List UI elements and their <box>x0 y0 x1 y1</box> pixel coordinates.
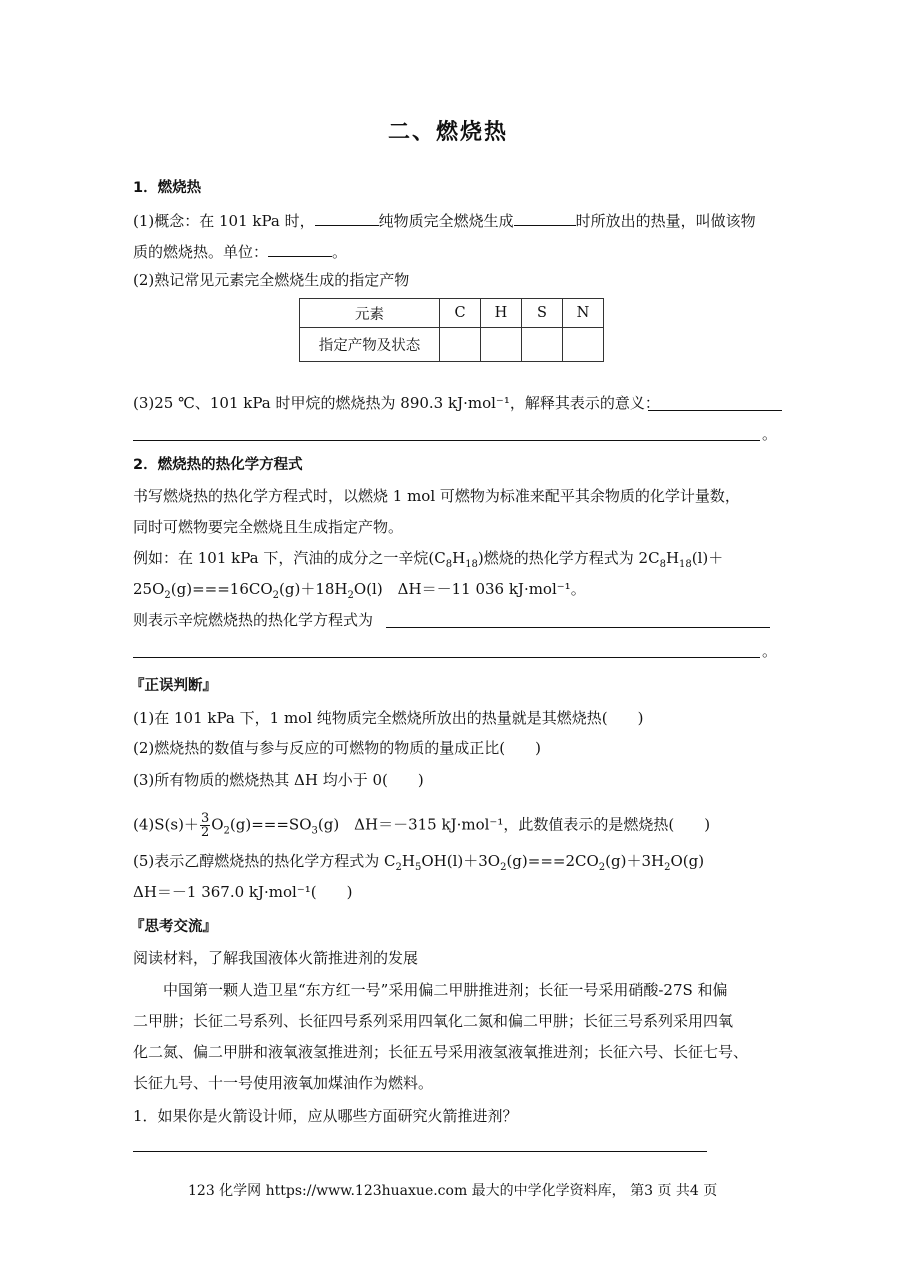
answer-line-3[interactable] <box>386 627 770 628</box>
q5-text-i: (g)＋3H <box>605 852 665 870</box>
judge-q5-enthalpy: ΔH＝－1 367.0 kJ·mol⁻¹( ) <box>133 883 353 901</box>
q5-text-g: (g)===2CO <box>506 852 599 870</box>
table-row2-header: 指定产物及状态 <box>300 328 440 362</box>
judge-q5 <box>133 851 704 871</box>
q4-text-b: O <box>211 815 224 834</box>
q4-sub-2: 3 <box>311 825 318 837</box>
eq-sub-3: 2 <box>347 590 354 601</box>
fraction-denominator: 2 <box>200 825 210 840</box>
concept-text-e: 。 <box>332 243 348 261</box>
table-col-h: H <box>481 299 522 328</box>
page-title: 二、燃烧热 <box>388 120 509 145</box>
example-text-c: H <box>452 549 466 567</box>
example-line <box>133 548 723 568</box>
think-para-line-1: 中国第一颗人造卫星“东方红一号”采用偏二甲肼推进剂；长征一号采用硝酸-27S 和偏 <box>163 981 728 999</box>
section-1-heading: 1．燃烧热 <box>133 180 202 196</box>
example-text-g: H <box>665 549 680 567</box>
products-intro: (2)熟记常见元素完全燃烧生成的指定产物 <box>133 271 410 289</box>
q4-sub-1: 2 <box>223 825 230 837</box>
think-para-line-4: 长征九号、十一号使用液氧加煤油作为燃料。 <box>133 1074 434 1092</box>
concept-text-b: 纯物质完全燃烧生成 <box>378 212 514 230</box>
answer-line-5[interactable] <box>133 1151 707 1152</box>
rule-line-2: 同时可燃物要完全燃烧且生成指定产物。 <box>133 518 404 536</box>
q5-sub-5: 2 <box>664 862 671 873</box>
concept-line-1 <box>133 209 756 231</box>
eq-text-g: O(l) ΔH＝－11 036 kJ·mol⁻¹。 <box>353 580 586 598</box>
think-heading: 『思考交流』 <box>130 919 217 935</box>
q5-text-k: O(g) <box>670 852 705 870</box>
concept-line-2 <box>133 240 347 262</box>
eq-text-e: (g)＋18H <box>279 580 348 598</box>
q4-text-d: (g)===SO <box>229 815 312 834</box>
page-footer: 123 化学网 https://www.123huaxue.com 最大的中学化学资料库， 第3 页 共4 页 <box>188 1183 718 1199</box>
example-sub-1: 8 <box>445 559 453 570</box>
q4-text-a: (4)S(s)＋ <box>133 815 199 834</box>
example-sub-2: 18 <box>465 559 478 570</box>
q5-sub-3: 2 <box>500 862 507 873</box>
eq-text-c: (g)===16CO <box>170 580 273 598</box>
answer-line-2-end: 。 <box>762 425 778 443</box>
example-text-e: )燃烧的热化学方程式为 2C <box>477 549 660 567</box>
q5-sub-2: 5 <box>414 862 422 873</box>
think-para-line-2: 二甲肼；长征二号系列、长征四号系列采用四氧化二氮和偏二甲肼；长征三号系列采用四氧 <box>133 1012 734 1030</box>
q5-sub-1: 2 <box>395 862 402 873</box>
concept-text-c: 时所放出的热量，叫做该物 <box>575 212 756 230</box>
answer-line-4-end: 。 <box>762 642 778 660</box>
eq-sub-2: 2 <box>272 590 280 601</box>
judge-q4 <box>133 812 710 839</box>
fill-blank-2[interactable] <box>514 209 576 226</box>
example-equation <box>133 579 586 599</box>
think-para-line-3: 化二氮、偏二甲肼和液氧液氢推进剂；长征五号采用液氢液氧推进剂；长征六号、长征七号、 <box>133 1043 749 1061</box>
concept-text-a: (1)概念：在 101 kPa 时， <box>133 212 315 230</box>
section-2-heading: 2．燃烧热的热化学方程式 <box>133 457 303 473</box>
fraction-numerator: 3 <box>200 811 210 826</box>
q5-text-a: (5)表示乙醇燃烧热的热化学方程式为 C <box>133 852 396 870</box>
example-sub-4: 18 <box>679 559 692 570</box>
judge-q2: (2)燃烧热的数值与参与反应的可燃物的物质的量成正比( ) <box>133 739 541 757</box>
fraction-three-halves <box>200 812 210 839</box>
table-col-n: N <box>563 299 604 328</box>
methane-question: (3)25 ℃、101 kPa 时甲烷的燃烧热为 890.3 kJ·mol⁻¹，解释其表示的意义： <box>133 394 660 412</box>
judge-q1: (1)在 101 kPa 下，1 mol 纯物质完全燃烧所放出的热量就是其燃烧热( ) <box>133 709 644 727</box>
table-cell-c[interactable] <box>440 328 481 362</box>
q5-text-c: H <box>401 852 415 870</box>
example-text-a: 例如：在 101 kPa 下，汽油的成分之一辛烷(C <box>133 549 446 567</box>
judge-heading: 『正误判断』 <box>130 678 217 694</box>
rule-line-1: 书写燃烧热的热化学方程式时，以燃烧 1 mol 可燃物为标准来配平其余物质的化学计量数， <box>133 487 740 505</box>
q5-text-e: OH(l)＋3O <box>421 852 501 870</box>
eq-text-a: 25O <box>133 580 165 598</box>
answer-line-2[interactable] <box>133 440 760 441</box>
table-cell-n[interactable] <box>563 328 604 362</box>
answer-line-4[interactable] <box>133 657 760 658</box>
table-row-header: 元素 <box>300 299 440 328</box>
q4-text-f: (g) ΔH＝－315 kJ·mol⁻¹，此数值表示的是燃烧热( ) <box>317 815 711 834</box>
fill-blank-1[interactable] <box>315 209 379 226</box>
answer-line-1[interactable] <box>648 410 782 411</box>
products-table <box>299 298 604 362</box>
octane-question: 则表示辛烷燃烧热的热化学方程式为 <box>133 611 374 629</box>
eq-sub-1: 2 <box>164 590 171 601</box>
table-col-c: C <box>440 299 481 328</box>
judge-q3: (3)所有物质的燃烧热其 ΔH 均小于 0( ) <box>133 771 424 789</box>
example-sub-3: 8 <box>659 559 666 570</box>
fill-blank-unit[interactable] <box>268 240 332 257</box>
example-text-i: (l)＋ <box>691 549 724 567</box>
think-intro: 阅读材料，了解我国液体火箭推进剂的发展 <box>133 949 419 967</box>
think-question-1: 1．如果你是火箭设计师，应从哪些方面研究火箭推进剂？ <box>133 1107 518 1125</box>
table-cell-s[interactable] <box>522 328 563 362</box>
q5-sub-4: 2 <box>598 862 606 873</box>
concept-text-d: 质的燃烧热。单位： <box>133 243 269 261</box>
table-col-s: S <box>522 299 563 328</box>
table-cell-h[interactable] <box>481 328 522 362</box>
